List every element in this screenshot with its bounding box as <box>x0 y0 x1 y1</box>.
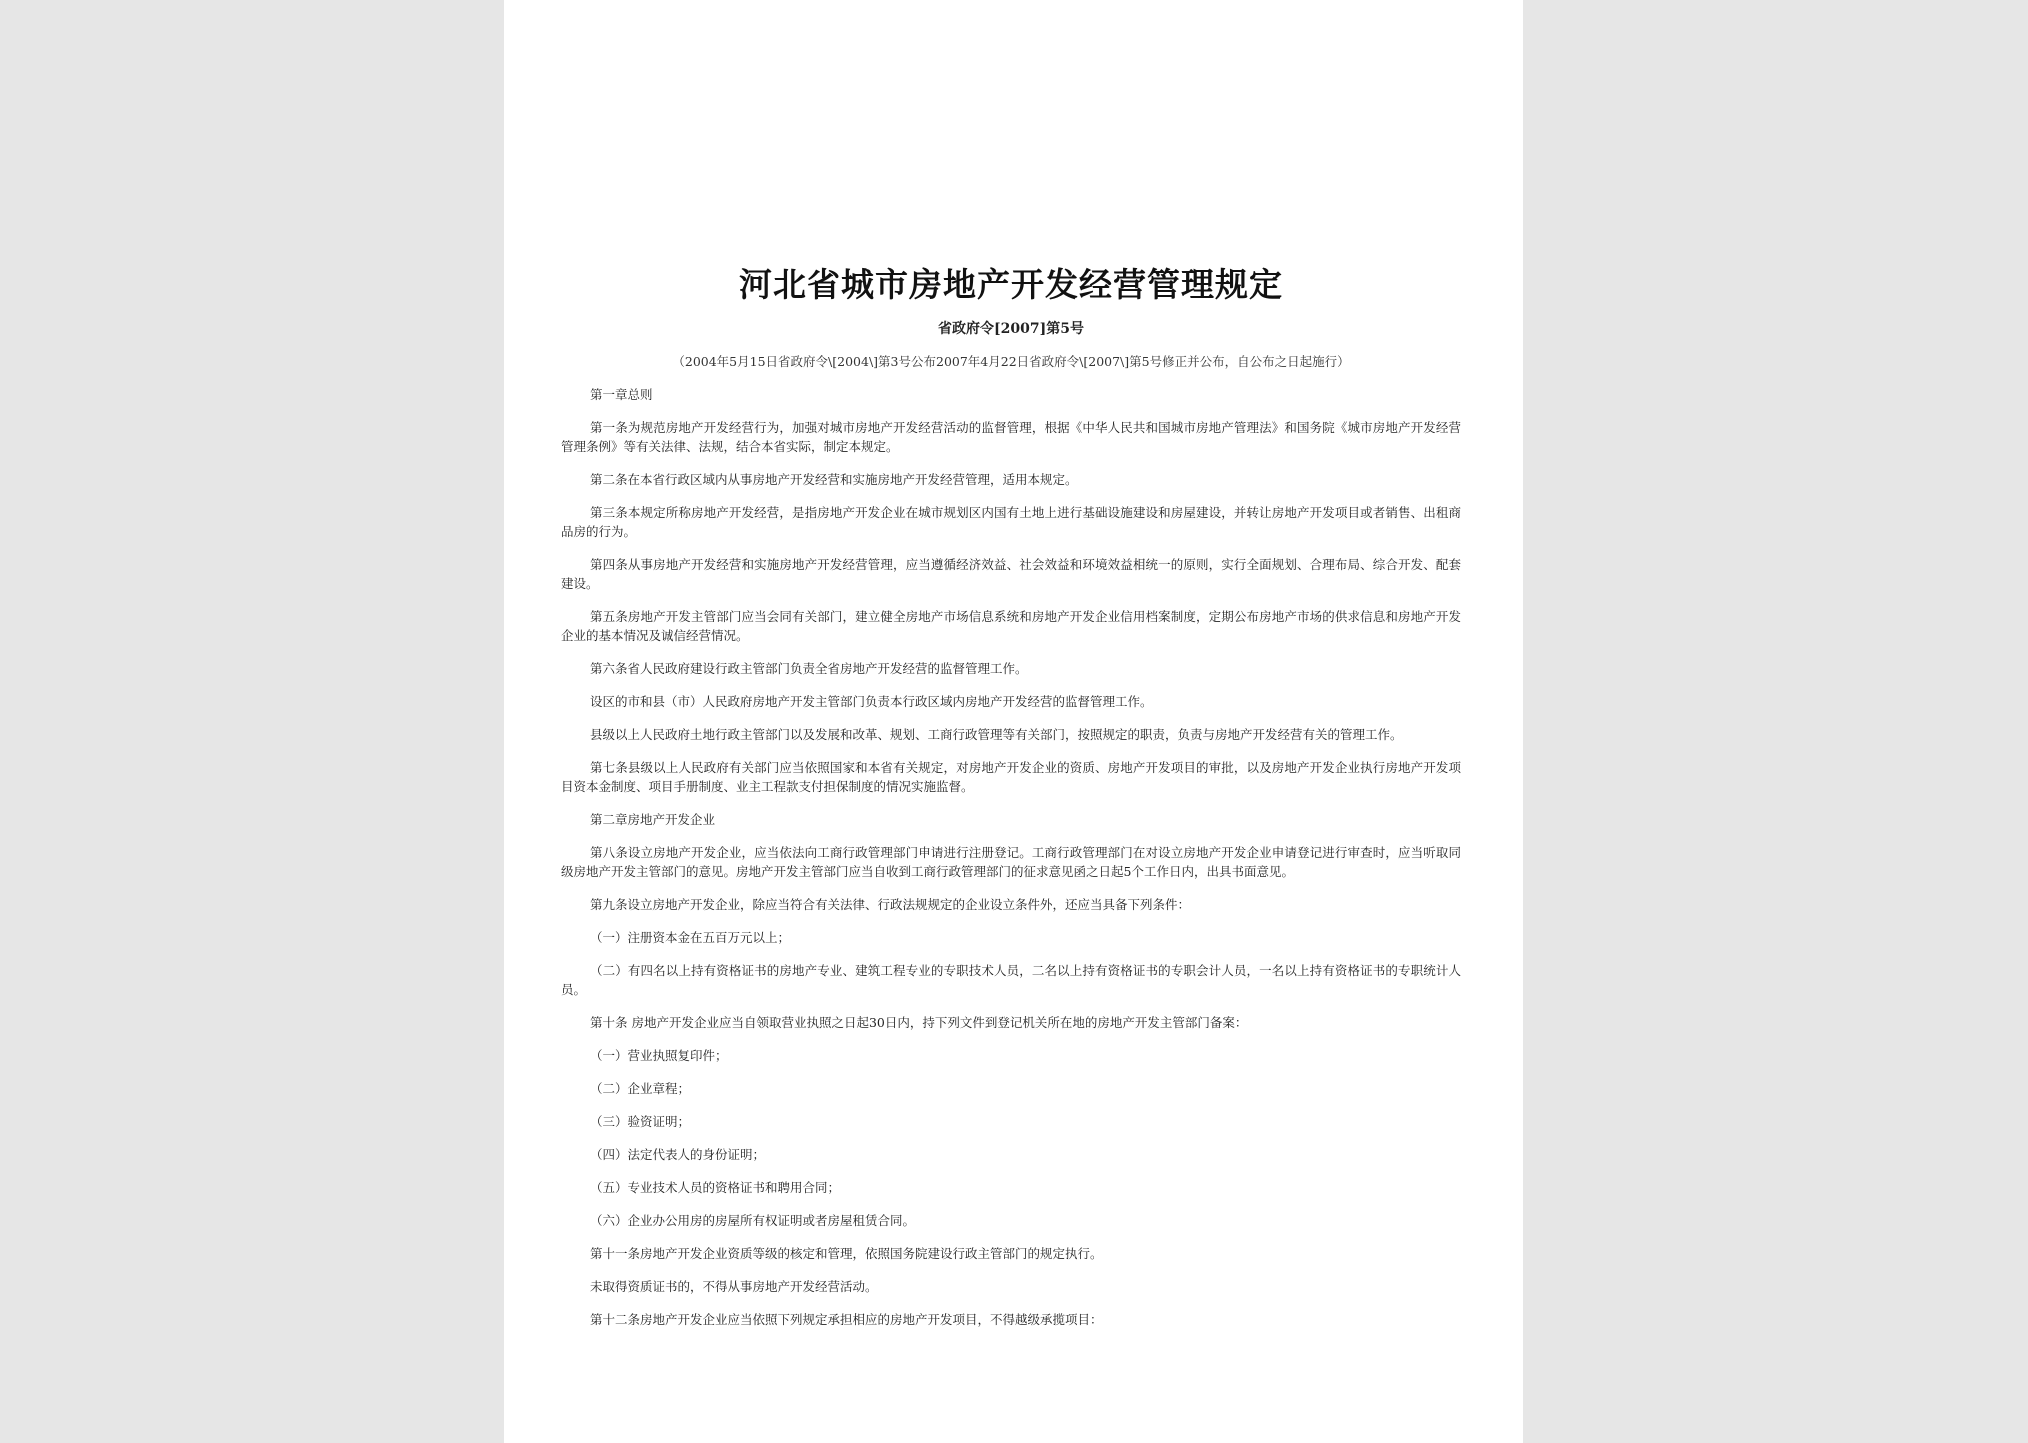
document-body <box>561 385 1461 1329</box>
chapter-heading: 第二章房地产开发企业 <box>590 812 716 827</box>
article-paragraph: 第一条为规范房地产开发经营行为，加强对城市房地产开发经营活动的监督管理，根据《中华人民共和国城市房地产管理法》和国务院《城市房地产开发经营管理条例》等有关法律、法规，结合本省实际，制定本规定。 <box>561 420 1461 454</box>
list-item: （六）企业办公用房的房屋所有权证明或者房屋租赁合同。 <box>590 1213 916 1228</box>
document-page <box>504 0 1523 1443</box>
chapter-heading: 第一章总则 <box>590 387 653 402</box>
list-item: （一）注册资本金在五百万元以上； <box>590 930 791 945</box>
article-paragraph: 第七条县级以上人民政府有关部门应当依照国家和本省有关规定，对房地产开发企业的资质、房地产开发项目的审批，以及房地产开发企业执行房地产开发项目资本金制度、项目手册制度、业主工程款支付担保制度的情况实施监督。 <box>561 760 1461 794</box>
list-item: （二）企业章程； <box>590 1081 691 1096</box>
article-paragraph: 设区的市和县（市）人民政府房地产开发主管部门负责本行政区域内房地产开发经营的监督管理工作。 <box>590 694 1153 709</box>
list-item: （二）有四名以上持有资格证书的房地产专业、建筑工程专业的专职技术人员，二名以上持有资格证书的专职会计人员，一名以上持有资格证书的专职统计人员。 <box>561 963 1461 997</box>
article-paragraph: 未取得资质证书的，不得从事房地产开发经营活动。 <box>590 1279 878 1294</box>
article-paragraph: 第十二条房地产开发企业应当依照下列规定承担相应的房地产开发项目，不得越级承揽项目： <box>590 1312 1103 1327</box>
list-item: （四）法定代表人的身份证明； <box>590 1147 766 1162</box>
article-paragraph: 县级以上人民政府土地行政主管部门以及发展和改革、规划、工商行政管理等有关部门，按照规定的职责，负责与房地产开发经营有关的管理工作。 <box>590 727 1403 742</box>
list-item: （五）专业技术人员的资格证书和聘用合同； <box>590 1180 841 1195</box>
list-item: （一）营业执照复印件； <box>590 1048 728 1063</box>
article-paragraph: 第三条本规定所称房地产开发经营，是指房地产开发企业在城市规划区内国有土地上进行基础设施建设和房屋建设，并转让房地产开发项目或者销售、出租商品房的行为。 <box>561 505 1461 539</box>
publication-note: （2004年5月15日省政府令\[2004\]第3号公布2007年4月22日省政府令\[2007\]第5号修正并公布，自公布之日起施行） <box>672 354 1350 369</box>
list-item: （三）验资证明； <box>590 1114 691 1129</box>
article-paragraph: 第五条房地产开发主管部门应当会同有关部门，建立健全房地产市场信息系统和房地产开发企业信用档案制度，定期公布房地产市场的供求信息和房地产开发企业的基本情况及诚信经营情况。 <box>561 609 1461 643</box>
article-paragraph: 第八条设立房地产开发企业，应当依法向工商行政管理部门申请进行注册登记。工商行政管理部门在对设立房地产开发企业申请登记进行审查时，应当听取同级房地产开发主管部门的意见。房地产开发主管部门应当自收到工商行政管理部门的征求意见函之日起5个工作日内，出具书面意见。 <box>561 845 1461 879</box>
article-paragraph: 第二条在本省行政区域内从事房地产开发经营和实施房地产开发经营管理，适用本规定。 <box>590 472 1078 487</box>
decree-number: 省政府令[2007]第5号 <box>938 321 1084 337</box>
article-paragraph: 第九条设立房地产开发企业，除应当符合有关法律、行政法规规定的企业设立条件外，还应当具备下列条件： <box>590 897 1191 912</box>
article-paragraph: 第十一条房地产开发企业资质等级的核定和管理，依照国务院建设行政主管部门的规定执行。 <box>590 1246 1103 1261</box>
document-title: 河北省城市房地产开发经营管理规定 <box>739 265 1283 304</box>
document-content <box>561 262 1461 1343</box>
article-paragraph: 第六条省人民政府建设行政主管部门负责全省房地产开发经营的监督管理工作。 <box>590 661 1028 676</box>
article-paragraph: 第十条 房地产开发企业应当自领取营业执照之日起30日内，持下列文件到登记机关所在地的房地产开发主管部门备案： <box>590 1015 1248 1030</box>
article-paragraph: 第四条从事房地产开发经营和实施房地产开发经营管理，应当遵循经济效益、社会效益和环境效益相统一的原则，实行全面规划、合理布局、综合开发、配套建设。 <box>561 557 1461 591</box>
